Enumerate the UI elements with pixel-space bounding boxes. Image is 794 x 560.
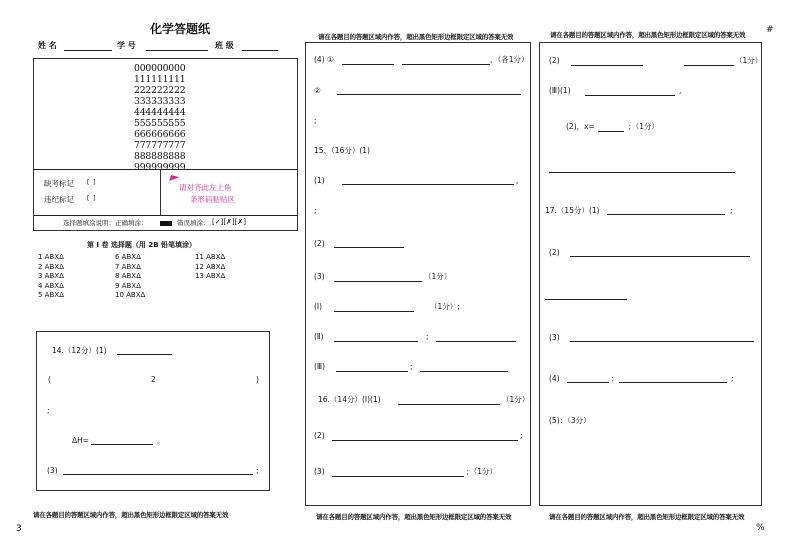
id-row-9: 999999999 (134, 162, 186, 173)
q16-p3-end: ；（1分） (466, 467, 498, 476)
semicolon: ; (314, 206, 317, 215)
q14-head: 14.（12分）(1) (52, 346, 107, 355)
id-label: 学 号 (117, 41, 136, 50)
q15-pII-end: ; (426, 332, 429, 341)
choice-q6[interactable]: 6 ABXΔ (115, 253, 141, 261)
q4-blank-3[interactable] (337, 94, 521, 95)
q14-paren-close: ) (256, 375, 259, 384)
q15-pII-blank-2[interactable] (436, 341, 516, 342)
id-row-0: 000000000 (134, 63, 186, 74)
q17-p2-blank-1[interactable] (570, 256, 750, 257)
q16-p2-label: (2) (314, 431, 325, 440)
id-row-2: 222222222 (134, 85, 186, 96)
wrong-fill-samples-icon: [✓][✗][✗] (212, 218, 246, 226)
q17-end: ; (730, 206, 733, 215)
q15-p2-label: (2) (314, 239, 325, 248)
r-xeq-blank[interactable] (598, 131, 624, 132)
q4-blank-2[interactable] (402, 64, 490, 65)
q15-p3-label: (3) (314, 272, 325, 281)
choice-q1[interactable]: 1 ABXΔ (38, 253, 64, 261)
choice-q4[interactable]: 4 ABXΔ (38, 281, 64, 290)
q16-blank-1[interactable] (398, 404, 500, 405)
q4-label: (4) ① (314, 55, 334, 64)
choice-col-2[interactable] (115, 253, 145, 301)
id-row-4: 444444444 (134, 107, 186, 118)
q15-p3-blank[interactable] (334, 281, 422, 282)
q15-pI-label: (Ⅰ) (314, 302, 323, 311)
choice-q2[interactable]: 2 ABXΔ (38, 262, 64, 271)
q15-p2-blank[interactable] (334, 247, 404, 248)
middle-answer-box (305, 42, 531, 506)
barcode-instruction-1: 请对齐此左上角 (179, 183, 232, 192)
q15-p3-end: （1分） (424, 272, 452, 281)
r-p2-end: （1分） (735, 56, 763, 65)
barcode-instruction-2: 条形码粘贴区 (190, 195, 235, 204)
choice-q8[interactable]: 8 ABXΔ (115, 272, 141, 281)
r-xeq-label: (2)，x= (566, 122, 595, 131)
r-pIII-end: , (679, 86, 682, 95)
r-pIII-blank[interactable] (585, 95, 675, 96)
choice-q10[interactable]: 10 ABXΔ (115, 291, 146, 300)
q14-p3-label: (3) (47, 466, 58, 475)
q17-p3-blank[interactable] (570, 341, 754, 342)
q16-p2-end: ; (520, 431, 523, 440)
boundary-notice: 请在各题目的答题区域内作答，超出黑色矩形边框限定区域的答案无效 (318, 33, 514, 41)
q17-p4-blank-1[interactable] (567, 382, 609, 383)
q14-blank-1[interactable] (117, 354, 172, 355)
absent-mark-label: 缺考标记 (44, 179, 74, 188)
class-field[interactable] (242, 50, 278, 51)
q14-dh-label: ΔH= (72, 436, 90, 445)
q14-answer-box (36, 331, 270, 491)
corner-mark-top: # (766, 25, 774, 35)
corner-mark-bottom-left: 3 (16, 524, 22, 534)
q14-p3-blank[interactable] (63, 474, 253, 475)
q15-p1-label: (1) (314, 176, 325, 185)
q17-head: 17.（15分）(1) (545, 206, 600, 215)
boundary-notice: 请在各题目的答题区域内作答，超出黑色矩形边框限定区域的答案无效 (316, 513, 512, 521)
q16-p3-label: (3) (314, 467, 325, 476)
right-answer-box (539, 42, 762, 506)
divider-vertical (160, 169, 161, 215)
choice-q13[interactable]: 13 ABXΔ (195, 272, 226, 281)
choice-q12[interactable]: 12 ABXΔ (195, 262, 226, 271)
divider (33, 169, 298, 170)
student-id-grid[interactable] (134, 63, 185, 173)
r-xeq-end: ；（1分） (628, 122, 660, 131)
choice-q11[interactable]: 11 ABXΔ (195, 253, 226, 261)
id-row-7: 777777777 (134, 140, 186, 151)
id-row-3: 333333333 (134, 96, 186, 107)
fill-instructions: 选择题填涂说明：正确填涂： (63, 219, 148, 227)
r-pIII-label: (Ⅲ)(1) (549, 86, 571, 95)
class-label: 班 级 (215, 41, 234, 50)
id-row-6: 666666666 (134, 129, 186, 140)
violation-mark-label: 违纪标记 (44, 195, 74, 204)
name-field[interactable] (64, 50, 112, 51)
q17-p4-label: (4) (549, 374, 560, 383)
q4-end: ，（各1分） (490, 55, 529, 64)
boundary-notice: 请在各题目的答题区域内作答，超出黑色矩形边框限定区域的答案无效 (549, 513, 745, 521)
q14-dot: 。 (157, 436, 165, 445)
q17-blank-1[interactable] (607, 214, 725, 215)
q17-p4-end: ; (731, 374, 734, 383)
q16-p3-blank[interactable] (332, 476, 464, 477)
q17-p4-mid: ； (611, 374, 619, 383)
q17-p5-label: (5)：（3分） (549, 416, 591, 425)
absent-mark-checkbox[interactable]: [ ] (87, 179, 96, 186)
q15-p1-blank[interactable] (342, 184, 514, 185)
id-row-1: 111111111 (134, 74, 186, 85)
r-blank-long[interactable] (549, 172, 735, 173)
choice-col-3[interactable] (195, 253, 225, 282)
choice-q9[interactable]: 9 ABXΔ (115, 281, 141, 290)
choice-q5[interactable]: 5 ABXΔ (38, 291, 64, 300)
corner-mark-bottom-right: % (756, 523, 765, 533)
q15-pIII-end: ; (410, 362, 413, 371)
choice-col-1[interactable] (38, 253, 64, 301)
boundary-notice: 请在各题目的答题区域内作答，超出黑色矩形边框限定区域的答案无效 (33, 511, 229, 519)
name-label: 姓 名 (38, 41, 57, 50)
q15-p1-end: , (516, 176, 519, 185)
sheet-title: 化学答题纸 (150, 22, 211, 36)
id-row-5: 555555555 (134, 118, 186, 129)
q16-head: 16.（14分）(Ⅰ)(1) (318, 395, 381, 404)
q4-circle2: ② (314, 86, 321, 95)
r-p2-blank-1[interactable] (571, 65, 643, 66)
q17-p2-label: (2) (549, 248, 560, 257)
q15-head: 15、（16分）(1) (314, 146, 370, 155)
divider (33, 215, 298, 216)
q16-end: （1分）; (502, 395, 532, 404)
q17-p3-label: (3) (549, 333, 560, 342)
r-p2-label: (2) (549, 56, 560, 65)
q15-pIII-label: (Ⅲ) (314, 362, 326, 371)
semicolon: ; (314, 116, 317, 125)
q15-pII-label: (Ⅱ) (314, 332, 324, 341)
wrong-fill-label: 错误填涂： (177, 219, 210, 227)
q17-p2-blank-2[interactable] (545, 299, 627, 300)
id-row-8: 888888888 (134, 151, 186, 162)
q15-pIII-blank-2[interactable] (420, 371, 508, 372)
section1-title: 第 I 卷 选择题（用 2B 铅笔填涂） (87, 241, 196, 249)
q17-p4-blank-2[interactable] (619, 382, 727, 383)
q15-pI-blank[interactable] (334, 311, 414, 312)
q15-pII-blank-1[interactable] (334, 341, 418, 342)
q14-number: 2 (151, 375, 156, 384)
choice-q7[interactable]: 7 ABXΔ (115, 262, 141, 271)
q15-pIII-blank-1[interactable] (336, 371, 408, 372)
q14-p3-end: ; (256, 466, 259, 475)
q14-semicolon: ; (47, 406, 50, 415)
choice-q3[interactable]: 3 ABXΔ (38, 272, 64, 281)
q4-blank-1[interactable] (342, 64, 394, 65)
q14-dh-blank[interactable] (91, 444, 153, 445)
correct-fill-sample-icon (160, 221, 172, 226)
q16-p2-blank[interactable] (332, 440, 518, 441)
boundary-notice: 请在各题目的答题区域内作答，超出黑色矩形边框限定区域的答案无效 (550, 31, 746, 39)
q14-paren-open: ( (48, 375, 51, 384)
q15-pI-end: （1分）; (430, 302, 460, 311)
violation-mark-checkbox[interactable]: [ ] (87, 195, 96, 202)
id-field[interactable] (146, 50, 208, 51)
r-p2-blank-2[interactable] (684, 65, 734, 66)
